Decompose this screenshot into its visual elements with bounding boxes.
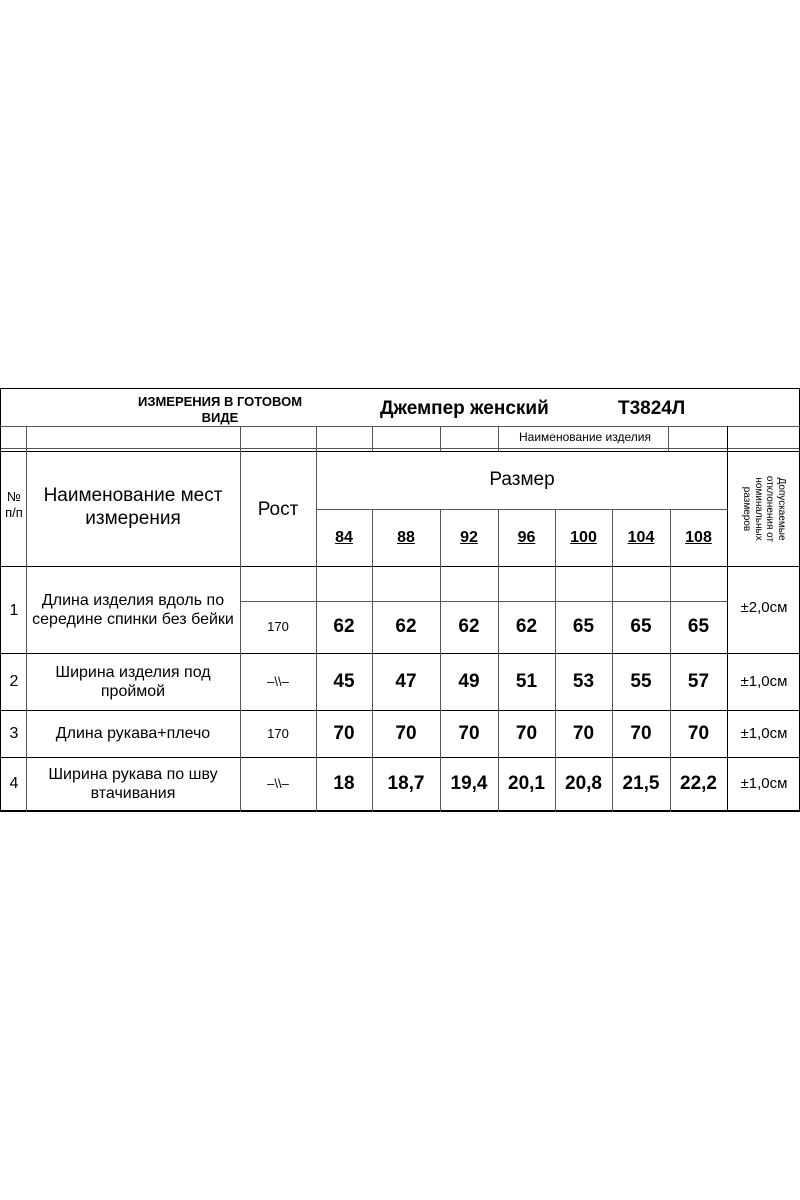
- size-value: 70: [333, 722, 355, 744]
- product-name: Джемпер женский: [380, 397, 549, 419]
- gridline: [440, 426, 441, 451]
- gridline: [0, 710, 800, 711]
- size-value: 65: [572, 615, 595, 637]
- table-title: ИЗМЕРЕНИЯ В ГОТОВОМ ВИДЕ: [137, 394, 303, 425]
- gridline: [372, 509, 373, 812]
- gridline: [498, 426, 499, 451]
- gridline: [0, 653, 800, 654]
- tolerance-value: ±1,0см: [740, 775, 788, 792]
- size-header: 108: [685, 529, 712, 547]
- product-code: Т3824Л: [618, 397, 686, 419]
- row-number: 1: [9, 602, 19, 620]
- row-height: 170: [267, 619, 289, 635]
- tolerance-value: ±2,0см: [740, 599, 788, 616]
- table-border-left: [0, 388, 1, 812]
- size-value: 62: [395, 615, 417, 637]
- table-border-bottom: [0, 810, 800, 812]
- tolerance-value: ±1,0см: [740, 725, 788, 742]
- size-value: 51: [515, 670, 538, 692]
- measurement-table: [0, 388, 800, 812]
- size-value: 20,1: [508, 772, 545, 794]
- size-value: 19,4: [450, 772, 488, 794]
- gridline: [0, 757, 800, 758]
- gridline: [727, 426, 728, 812]
- gridline: [0, 448, 800, 449]
- row-measurement-name: Ширина рукава по шву втачивания: [48, 765, 218, 802]
- size-value: 57: [687, 670, 710, 692]
- size-value: 47: [395, 670, 417, 692]
- row-measurement-name: Длина изделия вдоль по середине спинки без бейки: [32, 591, 234, 628]
- size-value: 70: [395, 722, 417, 744]
- table-border-top: [0, 388, 800, 389]
- gridline: [372, 426, 373, 451]
- size-value: 18,7: [387, 772, 425, 794]
- column-header-tolerance: [729, 452, 799, 566]
- tolerance-value: ±1,0см: [740, 673, 788, 690]
- size-header: 96: [517, 529, 536, 547]
- gridline: [316, 509, 728, 510]
- size-value: 53: [572, 670, 595, 692]
- row-height: –\\–: [267, 776, 289, 792]
- gridline: [26, 426, 27, 812]
- size-value: 62: [458, 615, 480, 637]
- column-header-place: Наименование мест измерения: [43, 485, 223, 529]
- size-header: 84: [335, 529, 353, 547]
- gridline: [0, 426, 800, 427]
- gridline: [240, 601, 728, 602]
- size-value: 21,5: [622, 772, 660, 794]
- size-header: 88: [397, 529, 415, 547]
- size-value: 70: [572, 722, 595, 744]
- size-value: 45: [333, 670, 355, 692]
- column-header-number: № п/п: [5, 489, 23, 520]
- gridline: [670, 509, 671, 812]
- size-value: 70: [458, 722, 480, 744]
- gridline: [0, 566, 800, 567]
- gridline: [316, 426, 317, 812]
- size-value: 62: [333, 615, 355, 637]
- gridline: [498, 509, 499, 812]
- tolerance-header-line: отклонения от: [764, 475, 776, 543]
- product-caption: Наименование изделия: [519, 429, 651, 444]
- gridline: [0, 451, 800, 452]
- row-height: 170: [267, 726, 289, 742]
- size-header: 92: [460, 529, 478, 547]
- size-value: 55: [630, 670, 652, 692]
- column-header-height: Рост: [257, 498, 299, 520]
- gridline: [240, 426, 241, 812]
- size-value: 62: [515, 615, 538, 637]
- size-value: 70: [687, 722, 710, 744]
- size-value: 70: [630, 722, 652, 744]
- row-number: 4: [9, 775, 19, 793]
- gridline: [668, 426, 669, 451]
- column-header-size: Размер: [489, 468, 555, 490]
- size-value: 22,2: [680, 772, 717, 794]
- row-height: –\\–: [267, 674, 289, 690]
- size-value: 65: [687, 615, 710, 637]
- size-value: 20,8: [565, 772, 602, 794]
- row-number: 3: [9, 725, 19, 743]
- size-header: 104: [627, 529, 655, 547]
- row-measurement-name: Длина рукава+плечо: [55, 725, 211, 743]
- tolerance-header-line: номинальных: [752, 477, 764, 541]
- size-value: 18: [333, 772, 355, 794]
- gridline: [612, 509, 613, 812]
- row-measurement-name: Ширина изделия под проймой: [55, 663, 211, 700]
- gridline: [440, 509, 441, 812]
- size-value: 65: [630, 615, 652, 637]
- tolerance-header-line: размеров: [741, 486, 753, 532]
- size-header: 100: [570, 529, 597, 547]
- size-value: 49: [458, 670, 480, 692]
- size-value: 70: [515, 722, 538, 744]
- row-number: 2: [9, 673, 19, 691]
- tolerance-header-line: Допускаемые: [775, 477, 787, 541]
- gridline: [555, 509, 556, 812]
